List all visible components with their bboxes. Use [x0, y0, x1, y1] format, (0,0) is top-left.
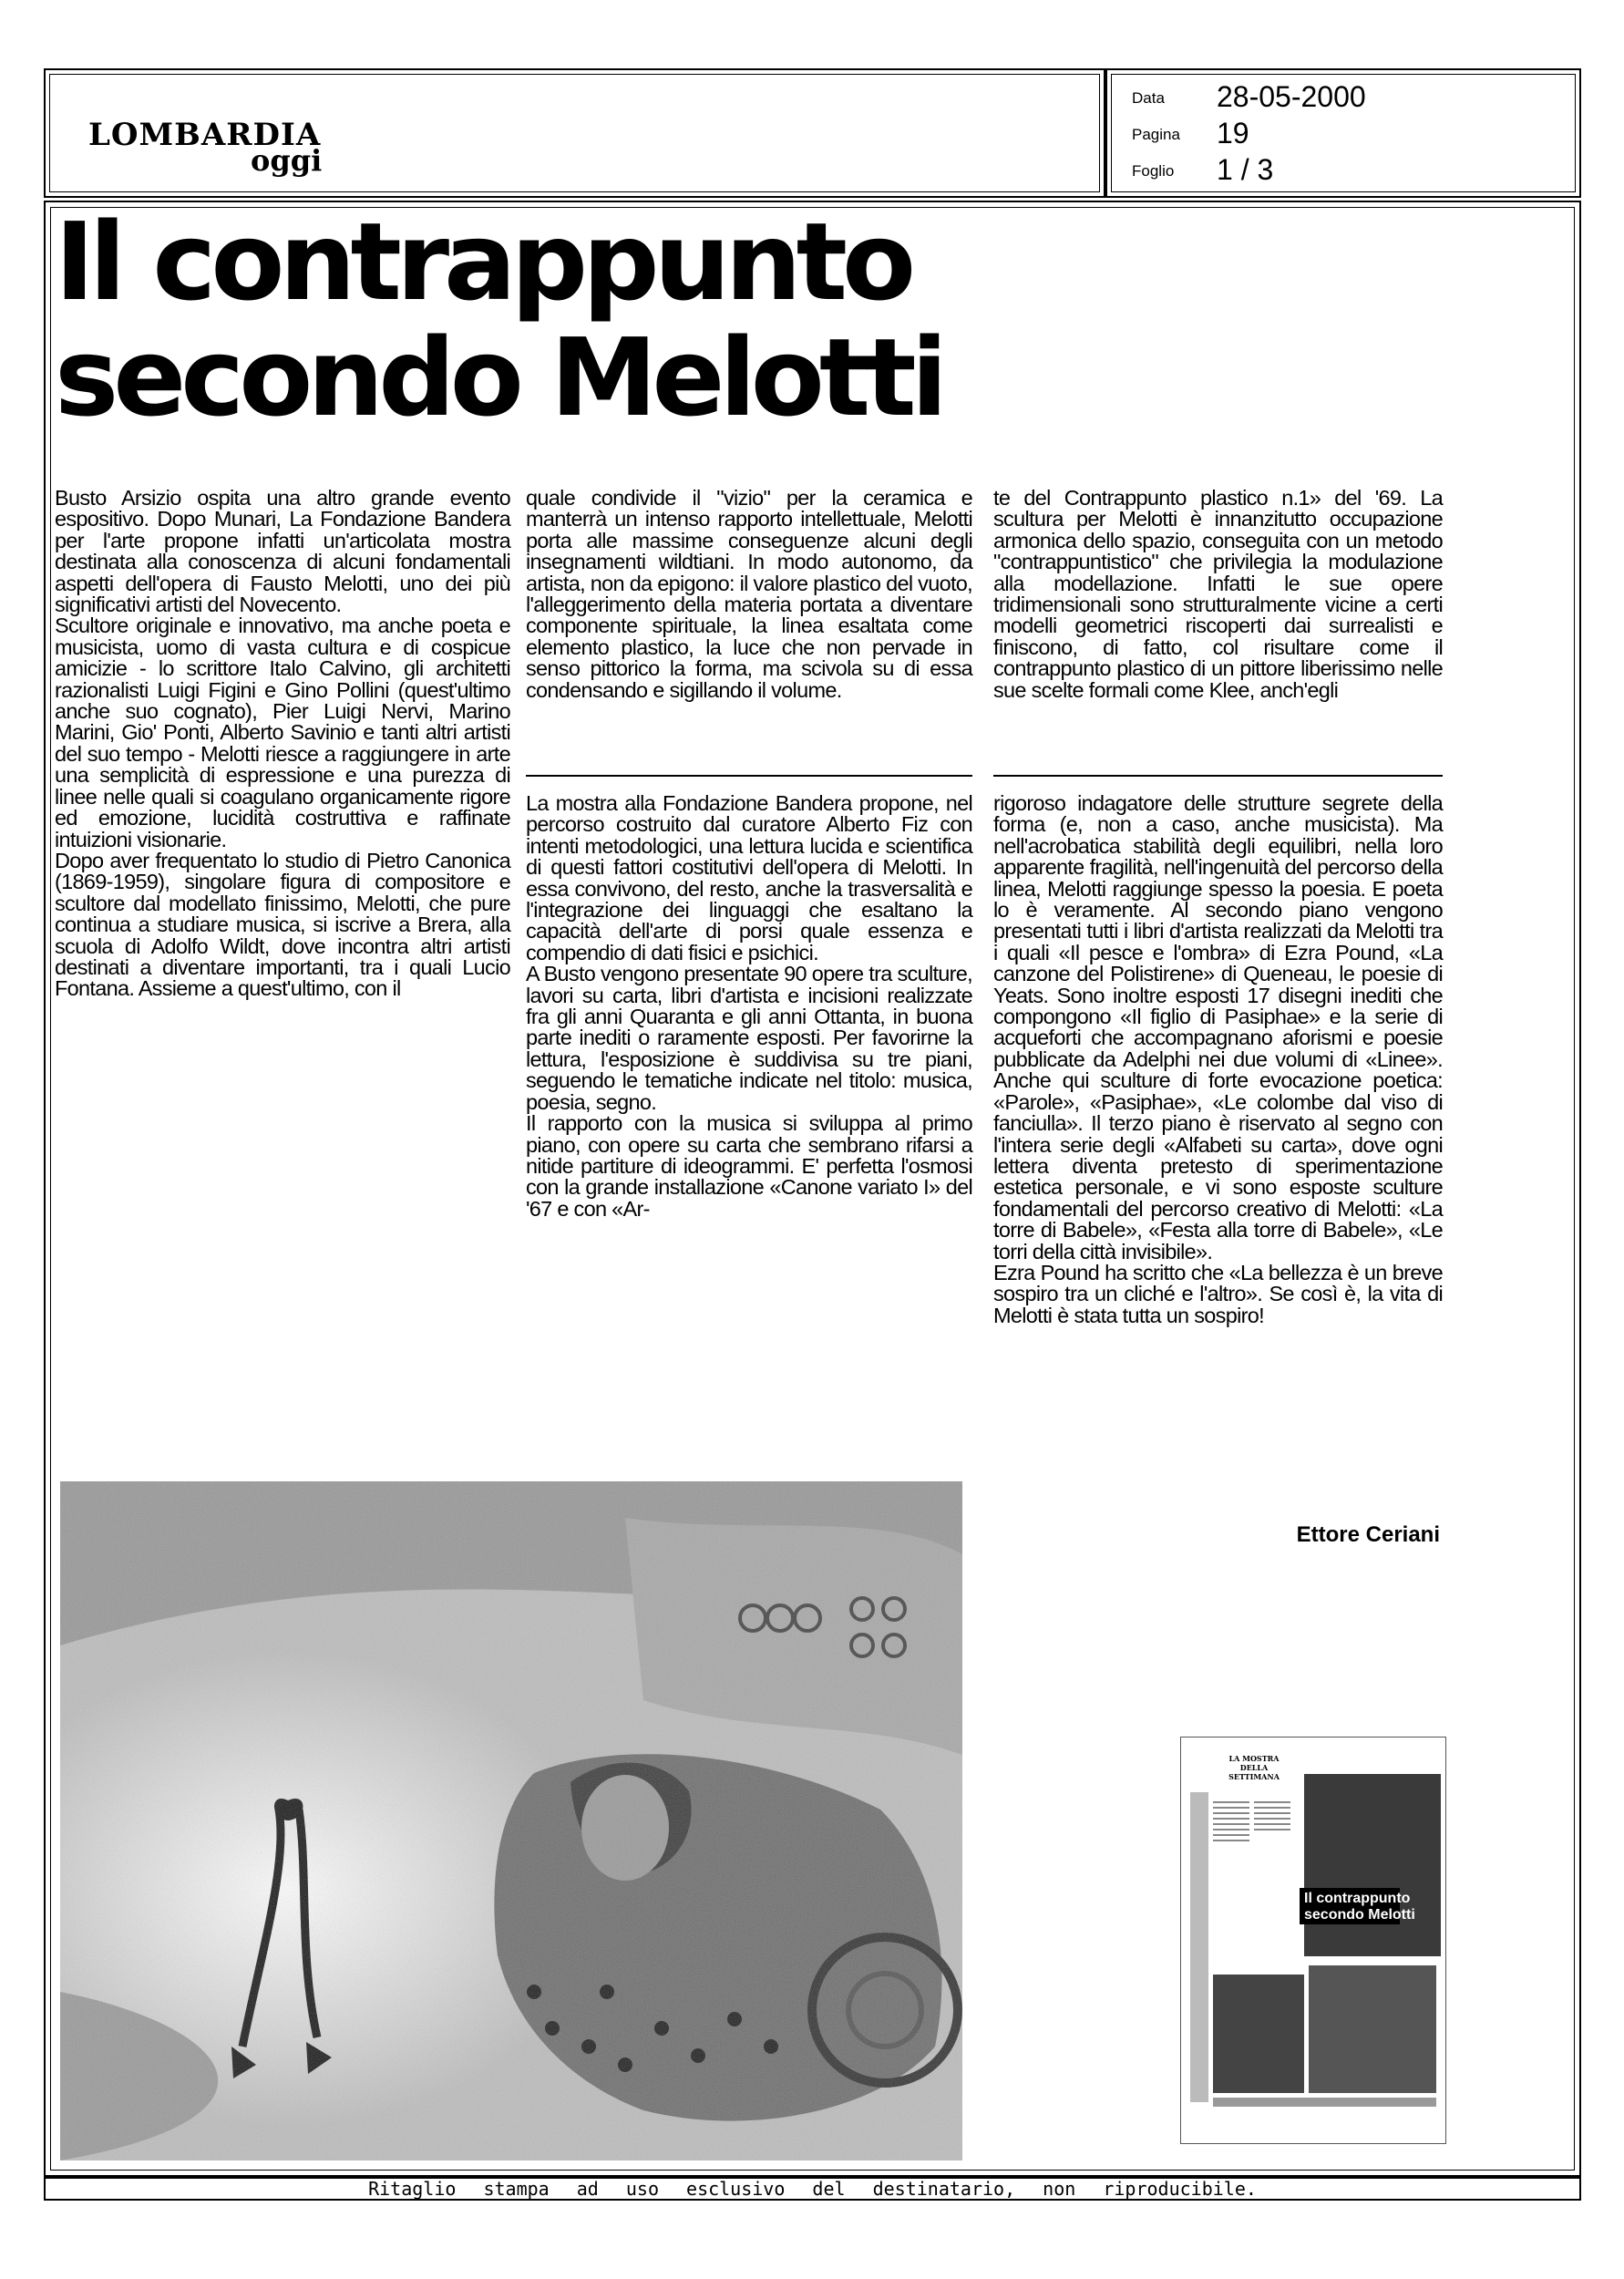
- article-column-3-continued: [993, 793, 1443, 1326]
- article-column-3: [993, 488, 1443, 701]
- thumbnail-title-line2: secondo Melotti: [1304, 1907, 1415, 1923]
- pagina-value: 19: [1217, 117, 1249, 150]
- article-byline: Ettore Ceriani: [1296, 1522, 1440, 1547]
- headline-line2: secondo Melotti: [55, 315, 943, 440]
- newspaper-logo-line2: oggi: [251, 143, 323, 178]
- page-thumbnail-image: [1181, 1738, 1445, 2143]
- newspaper-logo-line1: LOMBARDIA: [88, 117, 322, 153]
- data-value: 28-05-2000: [1217, 80, 1366, 113]
- paragraph: La mostra alla Fondazione Bandera propone, nel percorso costruito dal curatore Alberto Fiz con intenti metodologici, una lettura lucida e scientifica di questi fattori costitutivi dell'opera di Melotti. In essa convivono, del resto, anche la trasversalità e l'integrazione dei linguaggi che esaltano la capacità dell'arte di porsi quale essenza e compendio di dati fisici e psichici.: [526, 791, 972, 964]
- thumbnail-title-line1: Il contrappunto: [1304, 1891, 1411, 1906]
- page-thumbnail: [1180, 1737, 1446, 2144]
- article-column-2: [526, 488, 972, 701]
- footer-notice-bar: [44, 2177, 1581, 2201]
- column-divider-rule: [993, 775, 1443, 777]
- paragraph: Ezra Pound ha scritto che «La bellezza è un breve sospiro tra un cliché e l'altro». Se così è, la vita di Melotti è stata tutta un sospiro!: [993, 1260, 1443, 1327]
- paragraph: Busto Arsizio ospita una altro grande evento espositivo. Dopo Munari, La Fondazione Bandera per l'arte propone infatti un'articolata mostra destinata alla conoscenza di alcuni fondamentali aspetti dell'opera di Fausto Melotti, uno dei più significativi artisti del Novecento.: [55, 486, 510, 617]
- painting-image: [60, 1481, 962, 2160]
- clipping-meta-box: [1105, 68, 1581, 198]
- paragraph: Dopo aver frequentato lo studio di Pietro Canonica (1869-1959), singolare figura di compositore e scultore dal modellato finissimo, Melotti, che pure continua a studiare musica, si iscrive a Brera, alla scuola di Adolfo Wildt, dove incontra altri artisti destinati a diventare importanti, tra i quali Lucio Fontana. Assieme a quest'ultimo, con il: [55, 848, 510, 1001]
- thumbnail-kicker: LA MOSTRA DELLA SETTIMANA: [1228, 1754, 1280, 1781]
- article-column-1: [55, 488, 510, 1000]
- footer-notice: Ritaglio stampa ad uso esclusivo del destinatario, non riproducibile.: [368, 2178, 1257, 2200]
- paragraph: Il rapporto con la musica si sviluppa al primo piano, con opere su carta che sembrano rifarsi a nitide partiture di ideogrammi. E' perfetta l'osmosi con la grande installazione «Canone variato I» del '67 e con «Ar-: [526, 1111, 972, 1221]
- column-divider-rule: [526, 775, 972, 777]
- paragraph: Scultore originale e innovativo, ma anche poeta e musicista, uomo di vasta cultura e di cospicue amicizie - lo scrittore Italo Calvino, gli architetti razionalisti Luigi Figini e Gino Pollini (quest'ultimo anche suo cognato), Pier Luigi Nervi, Marino Marini, Gio' Ponti, Alberto Savinio e tanti altri artisti del suo tempo - Melotti riesce a raggiungere in arte una semplicità di espressione e una purezza di linee nelle quali si coagulano organicamente rigore ed emozione, lucidità costruttiva e raffinate intuizioni visionarie.: [55, 614, 510, 851]
- masthead-inner-frame: [49, 74, 1100, 192]
- foglio-label: Foglio: [1132, 162, 1175, 180]
- foglio-value: 1 / 3: [1217, 153, 1274, 186]
- clipping-meta-inner-frame: [1111, 74, 1576, 192]
- headline-line1: Il contrappunto: [55, 199, 911, 325]
- masthead-box: [44, 68, 1105, 198]
- pagina-label: Pagina: [1132, 126, 1180, 143]
- paragraph: quale condivide il "vizio" per la ceramica e manterrà un intenso rapporto intellettuale, Melotti porta alle massime conseguenze alcuni degli insegnamenti wildtiani. In modo autonomo, da artista, non da epigono: il valore plastico del vuoto, l'alleggerimento della materia portata a diventare componente spirituale, la linea esaltata come elemento plastico, la luce che non pervade in senso pittorico la forma, ma scivola su di essa condensando e sigillando il volume.: [526, 486, 972, 702]
- data-label: Data: [1132, 89, 1165, 107]
- melotti-painting-illustration: [60, 1481, 962, 2160]
- article-column-2-continued: [526, 793, 972, 1220]
- paragraph: rigoroso indagatore delle strutture segrete della forma (e, non a caso, anche musicista). Ma nell'acrobatica stabilità degli equilibri, nella loro apparente fragilità, nell'ingenuità del percorso della linea, Melotti raggiunge spesso la poesia. E poeta lo è veramente. Al secondo piano vengono presentati tutti i libri d'artista realizzati da Melotti tra i quali «Il pesce e l'ombra» di Ezra Pound, «La canzone del Polistirene» di Queneau, le poesie di Yeats. Sono inoltre esposti 17 disegni inediti che compongono «Il figlio di Pasiphae» e la serie di acqueforti che accompagnano aforismi e poesie pubblicate da Adelphi nei due volumi di «Linee». Anche qui sculture di forte evocazione poetica: «Parole», «Pasiphae», «Le colombe dal viso di fanciulla». Il terzo piano è riservato al segno con l'intera serie degli «Alfabeti su carta», dove ogni lettera diventa pretesto di sperimentazione estetica personale, e vi sono esposte sculture fondamentali del percorso creativo di Melotti: «La torre di Babele», «Festa alla torre di Babele», «Le torri della città invisibile».: [993, 791, 1443, 1263]
- paragraph: te del Contrappunto plastico n.1» del '69. La scultura per Melotti è innanzitutto occupazione armonica dello spazio, conseguita con un metodo "contrappuntistico" che privilegia la modulazione alla modellazione. Infatti le sue opere tridimensionali sono strutturalmente vicine a certi modelli geometrici riscoperti dai surrealisti e finiscono, di fatto, col risultare come il contrappunto plastico di un pittore liberissimo nelle sue scelte formali come Klee, anch'egli: [993, 486, 1443, 702]
- paragraph: A Busto vengono presentate 90 opere tra sculture, lavori su carta, libri d'artista e incisioni realizzate fra gli anni Quaranta e gli anni Ottanta, in buona parte inediti o raramente esposti. Per favorirne la lettura, l'esposizione è suddivisa su tre piani, seguendo le tematiche indicate nel titolo: musica, poesia, segno.: [526, 962, 972, 1114]
